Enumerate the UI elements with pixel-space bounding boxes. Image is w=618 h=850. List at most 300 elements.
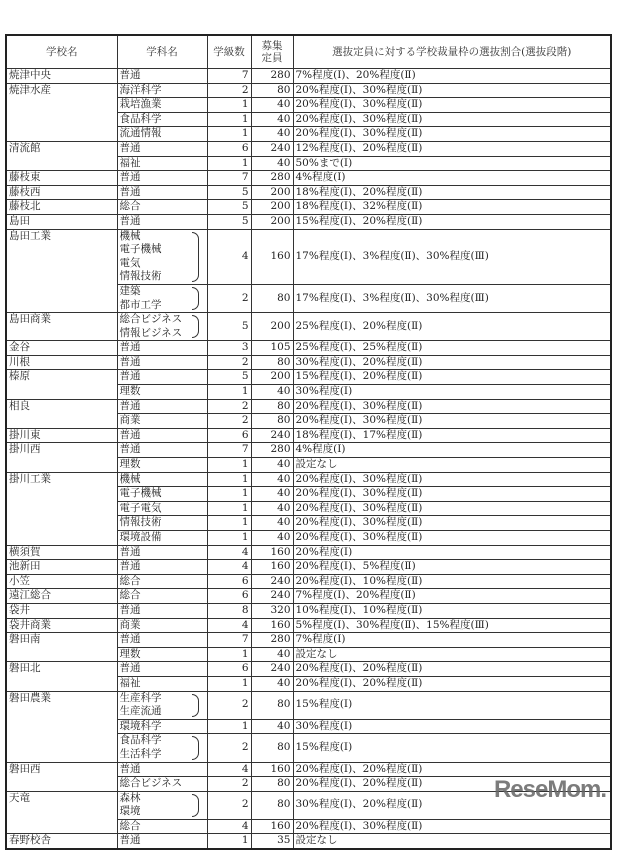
school-name: 川根 [6, 355, 117, 370]
capacity: 40 [251, 516, 293, 531]
selection-ratio: 7%程度(Ⅰ)、20%程度(Ⅱ) [293, 69, 611, 84]
selection-ratio: 15%程度(Ⅰ)、20%程度(Ⅱ) [293, 214, 611, 229]
dept-line: 食品科学 [119, 734, 162, 747]
selection-ratio: 18%程度(Ⅰ)、20%程度(Ⅱ) [293, 185, 611, 200]
capacity: 105 [251, 341, 293, 356]
dept-name [117, 633, 207, 648]
selection-ratio: 4%程度(Ⅰ) [293, 171, 611, 186]
table-row [6, 428, 611, 443]
dept-line: 生活科学 [119, 747, 162, 760]
dept-name [117, 370, 207, 385]
dept-line: 生産流通 [119, 705, 162, 718]
dept-name [117, 531, 207, 546]
school-name: 磐田北 [6, 662, 117, 691]
dept-line: 普通 [119, 370, 141, 383]
class-count: 7 [207, 171, 251, 186]
class-count: 2 [207, 284, 251, 312]
dept-line: 総合 [119, 574, 141, 587]
class-count: 2 [207, 691, 251, 719]
class-count: 4 [207, 560, 251, 575]
table-row [6, 341, 611, 356]
dept-line: 情報ビジネス [119, 326, 183, 339]
dept-line: 普通 [119, 603, 141, 616]
dept-name [117, 662, 207, 677]
dept-name [117, 618, 207, 633]
class-count: 2 [207, 734, 251, 762]
class-count: 6 [207, 589, 251, 604]
class-count: 7 [207, 633, 251, 648]
capacity: 40 [251, 156, 293, 171]
selection-ratio: 20%程度(Ⅰ)、20%程度(Ⅱ) [293, 762, 611, 777]
table-row [6, 762, 611, 777]
dept-name [117, 719, 207, 734]
school-name: 磐田農業 [6, 691, 117, 762]
capacity: 80 [251, 414, 293, 429]
dept-name [117, 141, 207, 156]
capacity: 280 [251, 443, 293, 458]
dept-name [117, 819, 207, 834]
dept-line: 理数 [119, 385, 141, 398]
selection-ratio: 20%程度(Ⅰ)、30%程度(Ⅱ) [293, 83, 611, 98]
selection-ratio: 20%程度(Ⅰ)、30%程度(Ⅱ) [293, 98, 611, 113]
table-row [6, 589, 611, 604]
class-count: 1 [207, 98, 251, 113]
capacity: 40 [251, 676, 293, 691]
school-name: 袋井商業 [6, 618, 117, 633]
dept-name [117, 185, 207, 200]
selection-ratio: 17%程度(Ⅰ)、3%程度(Ⅱ)、30%程度(Ⅲ) [293, 284, 611, 312]
class-count: 1 [207, 156, 251, 171]
table-row [6, 603, 611, 618]
class-count: 5 [207, 185, 251, 200]
capacity: 280 [251, 633, 293, 648]
class-count: 1 [207, 127, 251, 142]
capacity: 200 [251, 313, 293, 341]
selection-ratio: 30%程度(Ⅰ) [293, 385, 611, 400]
dept-name [117, 734, 207, 762]
selection-ratio: 15%程度(Ⅰ)、20%程度(Ⅱ) [293, 370, 611, 385]
class-count: 5 [207, 200, 251, 215]
school-name: 焼津水産 [6, 83, 117, 141]
dept-line: 都市工学 [119, 298, 162, 311]
capacity: 40 [251, 487, 293, 502]
table-row [6, 633, 611, 648]
school-name: 榛原 [6, 370, 117, 399]
capacity: 200 [251, 370, 293, 385]
capacity: 40 [251, 98, 293, 113]
school-name: 磐田西 [6, 762, 117, 791]
dept-line: 総合 [119, 589, 141, 602]
dept-line: 普通 [119, 560, 141, 573]
capacity: 40 [251, 719, 293, 734]
capacity: 280 [251, 69, 293, 84]
dept-line: 栽培漁業 [119, 98, 162, 111]
dept-name [117, 791, 207, 819]
selection-ratio: 20%程度(Ⅰ)、10%程度(Ⅱ) [293, 574, 611, 589]
selection-ratio: 30%程度(Ⅰ) [293, 719, 611, 734]
header-school: 学校名 [6, 35, 117, 69]
table-row [6, 200, 611, 215]
dept-name [117, 589, 207, 604]
table-row [6, 69, 611, 84]
capacity: 40 [251, 472, 293, 487]
dept-name [117, 200, 207, 215]
dept-name [117, 69, 207, 84]
dept-line: 普通 [119, 834, 141, 847]
capacity: 160 [251, 545, 293, 560]
dept-line: 普通 [119, 443, 141, 456]
dept-name [117, 691, 207, 719]
capacity: 240 [251, 589, 293, 604]
class-count: 4 [207, 545, 251, 560]
dept-name [117, 313, 207, 341]
school-name: 島田 [6, 214, 117, 229]
header-capacity: 募集定員 [251, 35, 293, 69]
capacity: 160 [251, 560, 293, 575]
header-dept: 学科名 [117, 35, 207, 69]
brace-icon [192, 736, 199, 759]
selection-ratio: 設定なし [293, 834, 611, 849]
table-row [6, 370, 611, 385]
brace-icon [192, 694, 199, 717]
header-ratio: 選抜定員に対する学校裁量枠の選抜割合(選抜段階) [293, 35, 611, 69]
school-name: 磐田南 [6, 633, 117, 662]
dept-name [117, 385, 207, 400]
dept-name [117, 443, 207, 458]
class-count: 1 [207, 112, 251, 127]
class-count: 6 [207, 141, 251, 156]
table-row [6, 834, 611, 849]
capacity: 160 [251, 618, 293, 633]
dept-line: 普通 [119, 545, 141, 558]
dept-line: 電子電気 [119, 501, 162, 514]
dept-line: 普通 [119, 762, 141, 775]
selection-ratio: 25%程度(Ⅰ)、20%程度(Ⅱ) [293, 313, 611, 341]
dept-line: 海洋科学 [119, 83, 162, 96]
class-count: 2 [207, 83, 251, 98]
dept-line: 理数 [119, 647, 141, 660]
selection-ratio: 20%程度(Ⅰ)、30%程度(Ⅱ) [293, 487, 611, 502]
dept-name [117, 399, 207, 414]
table-row [6, 472, 611, 487]
dept-line: 情報技術 [119, 516, 162, 529]
dept-name [117, 98, 207, 113]
capacity: 160 [251, 819, 293, 834]
class-count: 4 [207, 762, 251, 777]
selection-ratio: 15%程度(Ⅰ) [293, 734, 611, 762]
class-count: 1 [207, 516, 251, 531]
dept-line: 普通 [119, 633, 141, 646]
selection-ratio: 20%程度(Ⅰ)、20%程度(Ⅱ) [293, 777, 611, 792]
class-count: 1 [207, 676, 251, 691]
capacity: 200 [251, 214, 293, 229]
capacity: 35 [251, 834, 293, 849]
capacity: 40 [251, 501, 293, 516]
dept-line: 総合 [119, 819, 141, 832]
class-count: 6 [207, 574, 251, 589]
table-header-row [6, 35, 611, 69]
class-count: 1 [207, 385, 251, 400]
class-count: 2 [207, 355, 251, 370]
capacity: 40 [251, 458, 293, 473]
selection-ratio: 25%程度(Ⅰ)、25%程度(Ⅱ) [293, 341, 611, 356]
selection-ratio: 設定なし [293, 647, 611, 662]
capacity: 200 [251, 200, 293, 215]
dept-line: 情報技術 [119, 270, 162, 283]
school-name: 掛川東 [6, 428, 117, 443]
class-count: 6 [207, 662, 251, 677]
school-name: 小笠 [6, 574, 117, 589]
dept-name [117, 355, 207, 370]
dept-line: 商業 [119, 414, 141, 427]
selection-ratio: 10%程度(Ⅰ)、10%程度(Ⅱ) [293, 603, 611, 618]
class-count: 4 [207, 618, 251, 633]
dept-name [117, 458, 207, 473]
capacity: 240 [251, 141, 293, 156]
dept-name [117, 516, 207, 531]
class-count: 5 [207, 313, 251, 341]
table-row [6, 443, 611, 458]
capacity: 80 [251, 791, 293, 819]
school-name: 藤枝西 [6, 185, 117, 200]
selection-ratio: 20%程度(Ⅰ)、5%程度(Ⅱ) [293, 560, 611, 575]
dept-line: 普通 [119, 141, 141, 154]
capacity: 160 [251, 229, 293, 284]
capacity: 40 [251, 531, 293, 546]
dept-line: 生産科学 [119, 691, 162, 704]
capacity: 40 [251, 112, 293, 127]
capacity: 240 [251, 662, 293, 677]
dept-name [117, 127, 207, 142]
dept-line: 食品科学 [119, 112, 162, 125]
dept-name [117, 83, 207, 98]
dept-name [117, 777, 207, 792]
dept-name [117, 501, 207, 516]
dept-line: 総合 [119, 200, 141, 213]
brace-icon [192, 794, 199, 817]
dept-name [117, 214, 207, 229]
selection-ratio: 7%程度(Ⅰ) [293, 633, 611, 648]
dept-name [117, 762, 207, 777]
table-row [6, 618, 611, 633]
school-name: 相良 [6, 399, 117, 428]
school-name: 焼津中央 [6, 69, 117, 84]
dept-line: 普通 [119, 69, 141, 81]
dept-line: 普通 [119, 355, 141, 368]
selection-ratio: 30%程度(Ⅰ)、20%程度(Ⅱ) [293, 791, 611, 819]
selection-ratio: 20%程度(Ⅰ)、30%程度(Ⅱ) [293, 516, 611, 531]
school-name: 金谷 [6, 341, 117, 356]
dept-line: 環境 [119, 805, 141, 818]
class-count: 4 [207, 819, 251, 834]
table-row [6, 313, 611, 341]
school-name: 藤枝北 [6, 200, 117, 215]
school-name: 藤枝東 [6, 171, 117, 186]
dept-line: 普通 [119, 341, 141, 354]
dept-line: 環境科学 [119, 719, 162, 732]
capacity: 320 [251, 603, 293, 618]
class-count: 1 [207, 501, 251, 516]
selection-ratio: 18%程度(Ⅰ)、17%程度(Ⅱ) [293, 428, 611, 443]
brace-icon [192, 287, 199, 310]
capacity: 280 [251, 171, 293, 186]
capacity: 80 [251, 284, 293, 312]
selection-ratio: 30%程度(Ⅰ)、20%程度(Ⅱ) [293, 355, 611, 370]
brace-icon [192, 315, 199, 338]
class-count: 2 [207, 777, 251, 792]
school-name: 袋井 [6, 603, 117, 618]
selection-ratio: 20%程度(Ⅰ)、30%程度(Ⅱ) [293, 501, 611, 516]
brace-icon [192, 232, 199, 282]
class-count: 2 [207, 791, 251, 819]
dept-line: 環境設備 [119, 531, 162, 543]
class-count: 2 [207, 399, 251, 414]
class-count: 5 [207, 370, 251, 385]
table-row [6, 141, 611, 156]
dept-name [117, 156, 207, 171]
dept-name [117, 341, 207, 356]
dept-name [117, 676, 207, 691]
dept-line: 流通情報 [119, 127, 162, 140]
capacity: 40 [251, 385, 293, 400]
table-row [6, 83, 611, 98]
dept-line: 理数 [119, 458, 141, 471]
class-count: 1 [207, 647, 251, 662]
capacity: 240 [251, 574, 293, 589]
capacity: 80 [251, 734, 293, 762]
dept-line: 総合ビジネス [119, 777, 183, 790]
selection-ratio: 12%程度(Ⅰ)、20%程度(Ⅱ) [293, 141, 611, 156]
table-row [6, 691, 611, 719]
school-name: 島田商業 [6, 313, 117, 341]
dept-name [117, 472, 207, 487]
dept-name [117, 171, 207, 186]
capacity: 40 [251, 647, 293, 662]
class-count: 1 [207, 531, 251, 546]
capacity: 80 [251, 83, 293, 98]
table-row [6, 185, 611, 200]
selection-ratio: 20%程度(Ⅰ)、30%程度(Ⅱ) [293, 127, 611, 142]
table-row [6, 574, 611, 589]
resemom-logo: ReseMom. [493, 776, 606, 803]
table-row [6, 545, 611, 560]
class-count: 1 [207, 487, 251, 502]
selection-ratio: 50%まで(Ⅰ) [293, 156, 611, 171]
class-count: 1 [207, 458, 251, 473]
school-name: 島田工業 [6, 229, 117, 313]
table-row [6, 399, 611, 414]
selection-ratio: 20%程度(Ⅰ)、20%程度(Ⅱ) [293, 676, 611, 691]
dept-line: 福祉 [119, 676, 141, 689]
dept-line: 普通 [119, 399, 141, 412]
capacity: 200 [251, 185, 293, 200]
school-name: 春野校舎 [6, 834, 117, 849]
dept-name [117, 834, 207, 849]
selection-ratio: 20%程度(Ⅰ)、30%程度(Ⅱ) [293, 819, 611, 834]
table-row [6, 355, 611, 370]
class-count: 2 [207, 414, 251, 429]
dept-name [117, 428, 207, 443]
school-name: 遠江総合 [6, 589, 117, 604]
selection-ratio: 20%程度(Ⅰ)、30%程度(Ⅱ) [293, 472, 611, 487]
table-row [6, 214, 611, 229]
selection-ratio: 7%程度(Ⅰ)、20%程度(Ⅱ) [293, 589, 611, 604]
dept-line: 総合ビジネス [119, 313, 183, 326]
capacity: 80 [251, 399, 293, 414]
dept-line: 普通 [119, 214, 141, 227]
table-body [6, 69, 611, 850]
class-count: 6 [207, 428, 251, 443]
school-name: 掛川西 [6, 443, 117, 472]
header-classes: 学級数 [207, 35, 251, 69]
dept-name [117, 229, 207, 284]
class-count: 7 [207, 443, 251, 458]
capacity: 80 [251, 355, 293, 370]
class-count: 1 [207, 472, 251, 487]
class-count: 7 [207, 69, 251, 84]
selection-ratio: 20%程度(Ⅰ) [293, 545, 611, 560]
selection-ratio: 18%程度(Ⅰ)、32%程度(Ⅱ) [293, 200, 611, 215]
capacity: 80 [251, 777, 293, 792]
capacity: 80 [251, 691, 293, 719]
class-count: 4 [207, 229, 251, 284]
school-name: 横須賀 [6, 545, 117, 560]
dept-name [117, 545, 207, 560]
school-name: 掛川工業 [6, 472, 117, 545]
class-count: 5 [207, 214, 251, 229]
school-name: 池新田 [6, 560, 117, 575]
dept-name [117, 647, 207, 662]
dept-line: 建築 [119, 284, 141, 297]
dept-line: 機械 [119, 472, 141, 485]
dept-name [117, 603, 207, 618]
dept-line: 機械 [119, 229, 141, 242]
selection-ratio: 20%程度(Ⅰ)、30%程度(Ⅱ) [293, 399, 611, 414]
class-count: 3 [207, 341, 251, 356]
table-row [6, 662, 611, 677]
dept-name [117, 284, 207, 312]
class-count: 8 [207, 603, 251, 618]
dept-line: 普通 [119, 428, 141, 441]
dept-line: 普通 [119, 185, 141, 198]
school-name: 清流館 [6, 141, 117, 170]
selection-ratio: 15%程度(Ⅰ) [293, 691, 611, 719]
table-row [6, 229, 611, 284]
dept-name [117, 574, 207, 589]
dept-line: 普通 [119, 171, 141, 184]
class-count: 1 [207, 719, 251, 734]
dept-line: 商業 [119, 618, 141, 631]
selection-ratio: 20%程度(Ⅰ)、30%程度(Ⅱ) [293, 531, 611, 546]
capacity: 240 [251, 428, 293, 443]
dept-line: 森林 [119, 791, 141, 804]
dept-name [117, 487, 207, 502]
dept-name [117, 560, 207, 575]
selection-ratio: 20%程度(Ⅰ)、30%程度(Ⅱ) [293, 112, 611, 127]
selection-ratio: 17%程度(Ⅰ)、3%程度(Ⅱ)、30%程度(Ⅲ) [293, 229, 611, 284]
dept-line: 電子機械 [119, 243, 162, 256]
dept-name [117, 112, 207, 127]
dept-line: 普通 [119, 662, 141, 675]
dept-line: 電子機械 [119, 487, 162, 500]
table-row [6, 171, 611, 186]
selection-ratio-table [5, 34, 612, 850]
capacity: 160 [251, 762, 293, 777]
capacity: 40 [251, 127, 293, 142]
dept-line: 福祉 [119, 156, 141, 169]
school-name: 天竜 [6, 791, 117, 834]
selection-ratio: 4%程度(Ⅰ) [293, 443, 611, 458]
